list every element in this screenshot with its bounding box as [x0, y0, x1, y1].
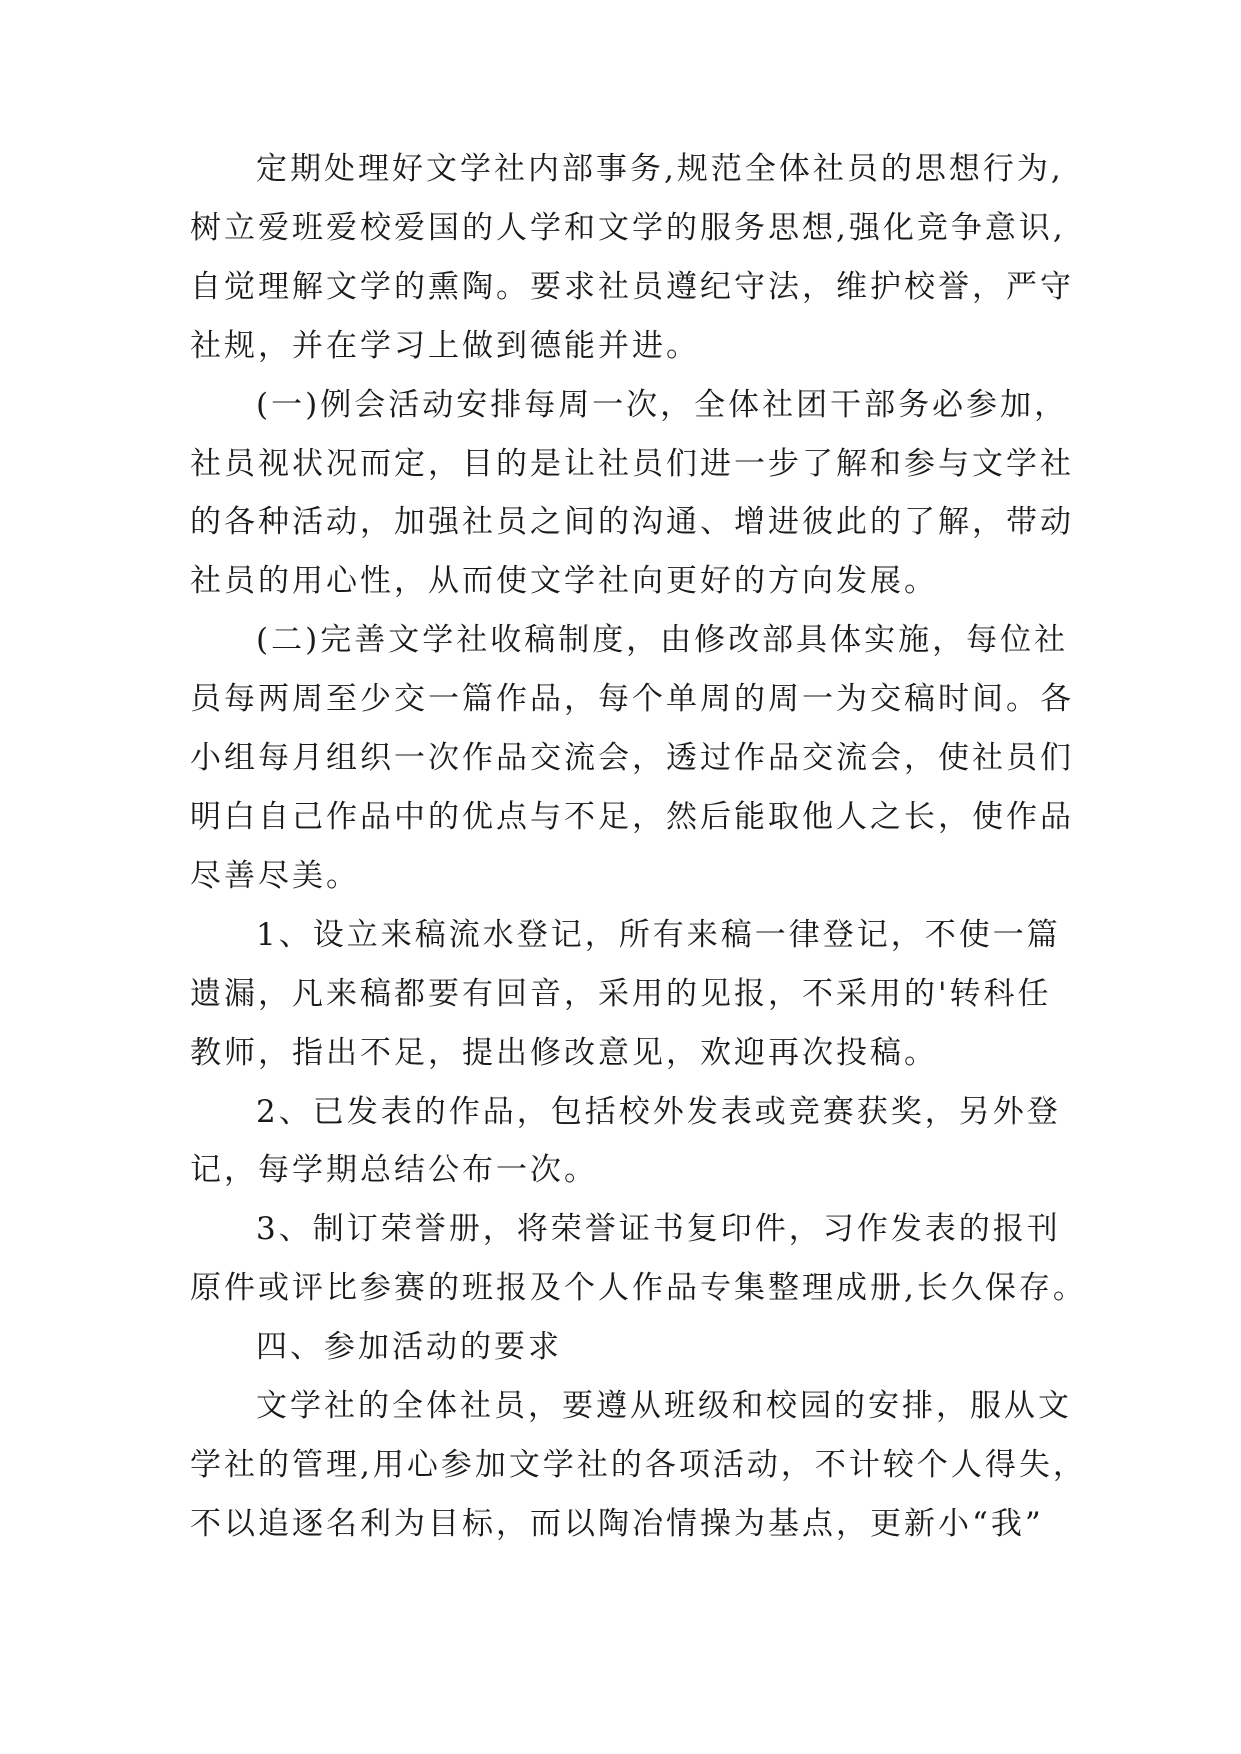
- text-line: 学社的管理,用心参加文学社的各项活动，不计较个人得失，: [190, 1446, 1087, 1483]
- text-line: 社规，并在学习上做到德能并进。: [190, 327, 700, 364]
- text-line: 小组每月组织一次作品交流会，透过作品交流会，使社员们: [190, 740, 1074, 777]
- text-line: (一)例会活动安排每周一次，全体社团干部务必参加，: [256, 386, 1069, 423]
- text-line: 原件或评比参赛的班报及个人作品专集整理成册,长久保存。: [190, 1270, 1087, 1307]
- text-line: (二)完善文学社收稿制度，由修改部具体实施，每位社: [256, 622, 1069, 659]
- text-line: 定期处理好文学社内部事务,规范全体社员的思想行为,: [256, 151, 1064, 187]
- text-line: 1、设立来稿流水登记，所有来稿一律登记，不使一篇: [256, 916, 1061, 953]
- section-heading: 四、参加活动的要求: [256, 1329, 562, 1366]
- text-line: 树立爱班爱校爱国的人学和文学的服务思想,强化竞争意识,: [190, 209, 1066, 246]
- text-line: 社员视状况而定，目的是让社员们进一步了解和参与文学社: [190, 445, 1074, 482]
- text-line: 尽善尽美。: [190, 857, 360, 894]
- text-line: 明白自己作品中的优点与不足，然后能取他人之长，使作品: [190, 798, 1074, 835]
- text-line: 3、制订荣誉册，将荣誉证书复印件，习作发表的报刊: [256, 1211, 1061, 1248]
- text-line: 不以追逐名利为目标，而以陶冶情操为基点，更新小“我”: [190, 1505, 1044, 1542]
- text-line: 记，每学期总结公布一次。: [190, 1152, 598, 1189]
- text-line: 自觉理解文学的熏陶。要求社员遵纪守法，维护校誉，严守: [190, 268, 1074, 305]
- text-line: 教师，指出不足，提出修改意见，欢迎再次投稿。: [190, 1034, 938, 1071]
- text-line: 社员的用心性，从而使文学社向更好的方向发展。: [190, 563, 938, 600]
- text-line: 遗漏，凡来稿都要有回音，采用的见报，不采用的'转科任: [190, 975, 1052, 1012]
- document-body: [190, 140, 1090, 1554]
- text-line: 2、已发表的作品，包括校外发表或竞赛获奖，另外登: [256, 1093, 1061, 1130]
- text-line: 员每两周至少交一篇作品，每个单周的周一为交稿时间。各: [190, 681, 1074, 718]
- text-line: 的各种活动，加强社员之间的沟通、增进彼此的了解，带动: [190, 504, 1074, 541]
- text-line: 文学社的全体社员，要遵从班级和校园的安排，服从文: [256, 1388, 1072, 1425]
